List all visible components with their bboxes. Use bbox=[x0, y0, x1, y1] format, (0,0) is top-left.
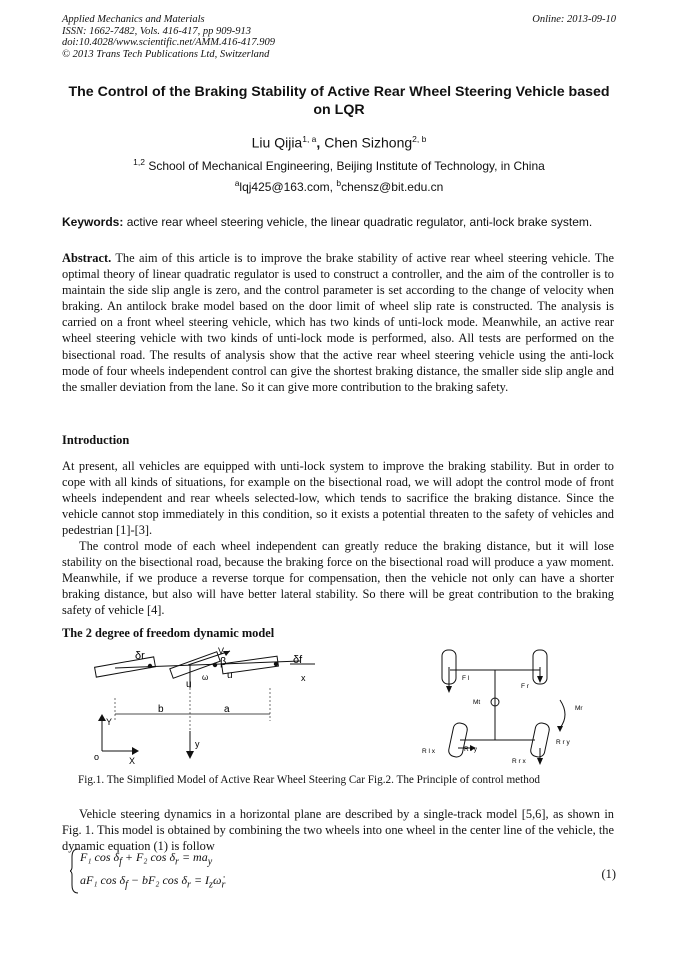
online-date: Online: 2013-09-10 bbox=[532, 14, 616, 25]
affiliation-text: School of Mechanical Engineering, Beijing Institute of Technology, in China bbox=[145, 159, 545, 173]
fig1-o: o bbox=[94, 752, 100, 762]
abstract bbox=[62, 250, 614, 395]
email-line bbox=[62, 178, 616, 194]
fig2-rry: R r y bbox=[556, 739, 570, 746]
keywords-text: active rear wheel steering vehicle, the linear quadratic regulator, anti-lock brake system. bbox=[123, 215, 593, 229]
fig1-delta-f: δf bbox=[293, 654, 303, 666]
fig2-rrx: R r x bbox=[512, 758, 526, 765]
fig1-y: y bbox=[195, 739, 200, 749]
equation-1 bbox=[70, 847, 270, 895]
fig1-Y: Y bbox=[106, 717, 113, 727]
journal-name: Applied Mechanics and Materials bbox=[62, 14, 205, 25]
fig1-u2: u bbox=[227, 670, 233, 681]
section-2-heading: The 2 degree of freedom dynamic model bbox=[62, 626, 275, 640]
copyright-line: © 2013 Trans Tech Publications Ltd, Switzerland bbox=[62, 48, 270, 60]
fig1-a: a bbox=[224, 704, 230, 715]
fig1-u: u bbox=[186, 679, 192, 690]
fig1-omega: ω bbox=[202, 673, 209, 682]
doi-line: doi:10.4028/www.scientific.net/AMM.416-417.909 bbox=[62, 37, 275, 48]
author-1-sup: 1, a bbox=[302, 134, 317, 144]
fig1-delta-r: δr bbox=[135, 650, 145, 662]
paper-title: The Control of the Braking Stability of Active Rear Wheel Steering Vehicle based on LQR bbox=[68, 84, 610, 118]
introduction-para-1: At present, all vehicles are equipped with unti-lock system to improve the braking stability. But in order to cope with all kinds of situations, for example on the bisectional road, we will adopt the control mode of front wheels independent and rear wheels selected-low, which tends to sacrifice the braking distance. Since the vehicle cannot stop immediately in this condition, so it exists a potential threaten to the safety of vehicles and pedestrian [1]-[3]. bbox=[62, 459, 614, 538]
fig2-fl: F l bbox=[462, 675, 470, 682]
introduction-para-2: The control mode of each wheel independent can greatly reduce the braking distance, but it will lose stability on the bisectional road, because the braking force on the bisectional road will produce a yaw moment. Meanwhile, if we produce a reverse torque for compensation, then the vehicle not only can have a shorter braking distance, but also will have better lateral stability. So there will be great contribution to the braking safety of vehicle [4]. bbox=[62, 539, 614, 618]
issn-line: ISSN: 1662-7482, Vols. 416-417, pp 909-913 bbox=[62, 25, 251, 37]
author-2-sup: 2, b bbox=[412, 134, 427, 144]
journal-header bbox=[62, 14, 275, 60]
equation-line-1: F₁ $\cos \delta_f + F_2$ $\cos \delta_r = ma_y$ bbox=[80, 850, 213, 868]
affiliation bbox=[62, 157, 616, 173]
fig2-rlx: R l x bbox=[422, 748, 435, 755]
fig2-rly: R l y bbox=[464, 746, 477, 753]
fig1-X: X bbox=[129, 756, 136, 766]
fig1-beta: β bbox=[220, 656, 227, 668]
abstract-label: Abstract. bbox=[62, 251, 112, 265]
section-2-para-1: Vehicle steering dynamics in a horizontal plane are described by a single-track model [5,6], as shown in Fig. 1. This model is obtained by combining the two wheels into one wheel in the center line of the vehicle, the dynamic equation (1) is follow bbox=[62, 807, 614, 854]
fig1-b: b bbox=[158, 704, 164, 715]
author-2: Chen Sizhong bbox=[324, 134, 413, 151]
author-line bbox=[62, 134, 616, 151]
figure-1-vehicle-model bbox=[80, 643, 330, 768]
fig2-fr: F r bbox=[521, 683, 529, 690]
fig2-mt: Mt bbox=[473, 699, 481, 706]
author-separator: , bbox=[316, 134, 325, 151]
email-b[interactable]: chensz@bit.edu.cn bbox=[341, 180, 444, 194]
abstract-text: The aim of this article is to improve the brake stability of active rear wheel steering vehicle. The optimal theory of linear quadratic regulator is used to construct a controller, and the aim of the controller is to maintain the side slip angle is zero, and the control parameter is set according to the change of velocity when braking. An antilock brake model based on the door limit of wheel slip rate is constructed. The analysis is carried on a front wheel steering vehicle, which has two kinds of unti-lock mode. Meanwhile, an active rear wheel steering vehicle with two kinds of unti-lock mode is performed, also. All tests are performed on the bisectional road. The results of analysis show that the active rear wheel steering vehicle using the anti-lock mode of four wheels independent control can give the shortest braking distance, the smaller side slip angle and the smaller deviation from the lane. So it can give more contribution to the braking safety. bbox=[62, 251, 614, 394]
figure-2-control-principle bbox=[420, 640, 600, 770]
email-a-sup: a bbox=[234, 178, 240, 188]
fig1-v: V bbox=[218, 646, 225, 656]
equation-number: (1) bbox=[601, 867, 616, 881]
author-1: Liu Qijia bbox=[251, 134, 303, 151]
figure-caption: Fig.1. The Simplified Model of Active Rear Wheel Steering Car Fig.2. The Principle of control method bbox=[78, 774, 541, 786]
equation-line-2: aF₁ $\cos \delta_f - bF_2$ $\cos \delta_r$ = $I_z\omegȧ_r$ bbox=[80, 873, 226, 891]
keywords-label: Keywords: bbox=[62, 215, 124, 229]
email-b-sup: b bbox=[336, 178, 342, 188]
fig2-mr: Mr bbox=[575, 705, 583, 712]
fig1-x: x bbox=[301, 673, 306, 683]
keywords bbox=[62, 215, 622, 229]
email-a[interactable]: lqj425@163.com, bbox=[239, 180, 337, 194]
introduction-heading: Introduction bbox=[62, 433, 130, 447]
affiliation-sup: 1,2 bbox=[133, 157, 145, 167]
